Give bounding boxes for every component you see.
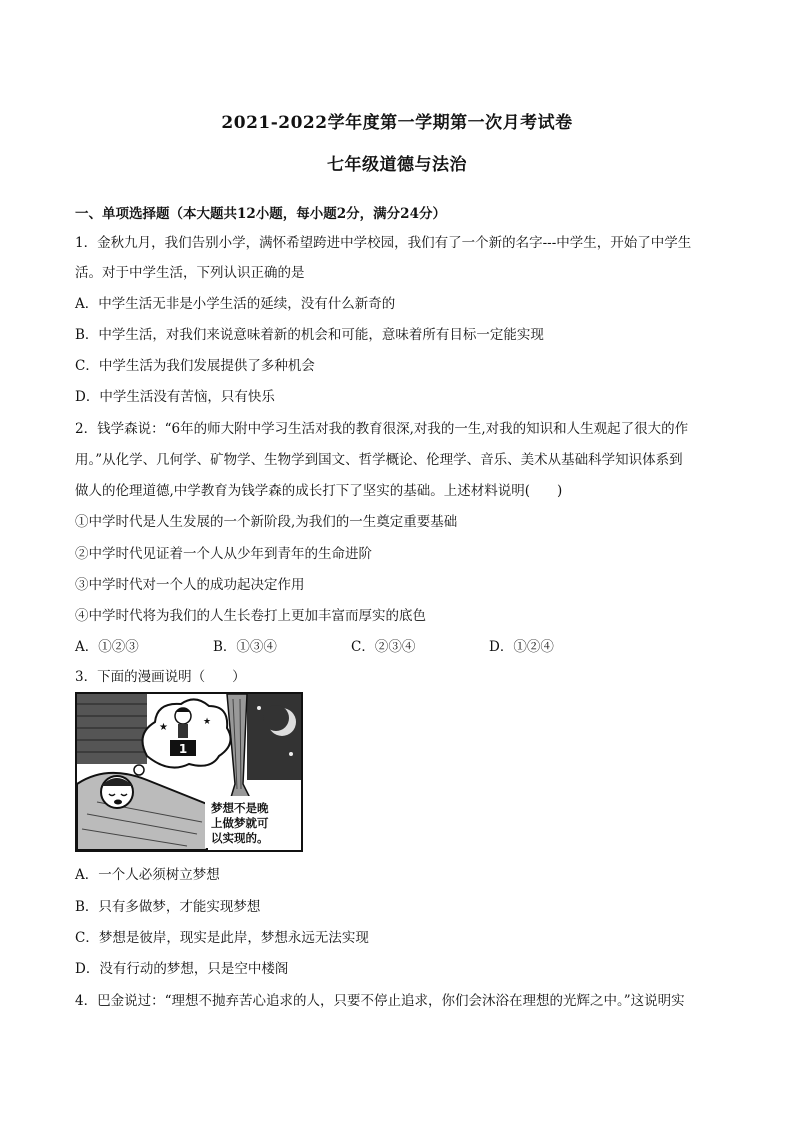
q1-stem-line2: 活。对于中学生活，下列认识正确的是 <box>75 265 305 281</box>
q2-stem-line1: 2．钱学森说：“6年的师大附中学习生活对我的教育很深,对我的一生,对我的知识和人生观起了很大的作 <box>75 421 689 437</box>
q1-option-a: A．中学生活无非是小学生活的延续，没有什么新奇的 <box>75 296 396 312</box>
q2-option-c: C．②③④ <box>351 639 416 655</box>
q2-options <box>75 635 627 655</box>
exam-title: 2021-2022学年度第一学期第一次月考试卷 <box>221 113 573 133</box>
q1-option-b: B．中学生活，对我们来说意味着新的机会和可能，意味着所有目标一定能实现 <box>75 327 544 343</box>
q2-statement-3: ③中学时代对一个人的成功起决定作用 <box>75 577 305 593</box>
q1-option-d: D．中学生活没有苦恼，只有快乐 <box>75 389 275 405</box>
q2-statement-2: ②中学时代见证着一个人从少年到青年的生命进阶 <box>75 546 372 562</box>
q1-stem-line1: 1．金秋九月，我们告别小学，满怀希望跨进中学校园，我们有了一个新的名字---中学生，开始了中学生 <box>75 235 692 251</box>
q3-option-c: C．梦想是彼岸，现实是此岸，梦想永远无法实现 <box>75 930 369 946</box>
cartoon-illustration <box>77 694 301 850</box>
svg-text:★: ★ <box>203 717 212 727</box>
cartoon-caption-line1: 梦想不是晚 <box>211 801 269 815</box>
section-heading: 一、单项选择题（本大题共12小题，每小题2分，满分24分） <box>75 206 446 222</box>
exam-subtitle: 七年级道德与法治 <box>327 155 467 175</box>
q4-stem-line1: 4．巴金说过：“理想不抛弃苦心追求的人，只要不停止追求，你们会沐浴在理想的光辉之中。”这说明实 <box>75 993 685 1009</box>
svg-text:★: ★ <box>159 722 168 733</box>
q2-option-d: D．①②④ <box>489 639 554 655</box>
cartoon-caption-line2: 上做梦就可 <box>211 816 269 830</box>
cartoon-caption-line3: 以实现的。 <box>211 831 269 845</box>
q3-option-d: D．没有行动的梦想，只是空中楼阁 <box>75 961 289 977</box>
dream-cartoon <box>75 692 303 852</box>
q1-option-c: C．中学生活为我们发展提供了多种机会 <box>75 358 315 374</box>
q3-option-b: B．只有多做梦，才能实现梦想 <box>75 899 261 915</box>
q3-option-a: A．一个人必须树立梦想 <box>75 867 220 883</box>
q3-stem: 3．下面的漫画说明（ ） <box>75 669 246 685</box>
q2-stem-line3: 做人的伦理道德,中学教育为钱学森的成长打下了坚实的基础。上述材料说明( ) <box>75 483 563 499</box>
q2-stem-line2: 用。”从化学、几何学、矿物学、生物学到国文、哲学概论、伦理学、音乐、美术从基础科学知识体系到 <box>75 452 683 468</box>
q2-option-a: A．①②③ <box>75 639 139 655</box>
podium-number: 1 <box>178 742 188 756</box>
q2-statement-1: ①中学时代是人生发展的一个新阶段,为我们的一生奠定重要基础 <box>75 514 458 530</box>
q2-statement-4: ④中学时代将为我们的人生长卷打上更加丰富而厚实的底色 <box>75 608 426 624</box>
q2-option-b: B．①③④ <box>213 639 277 655</box>
